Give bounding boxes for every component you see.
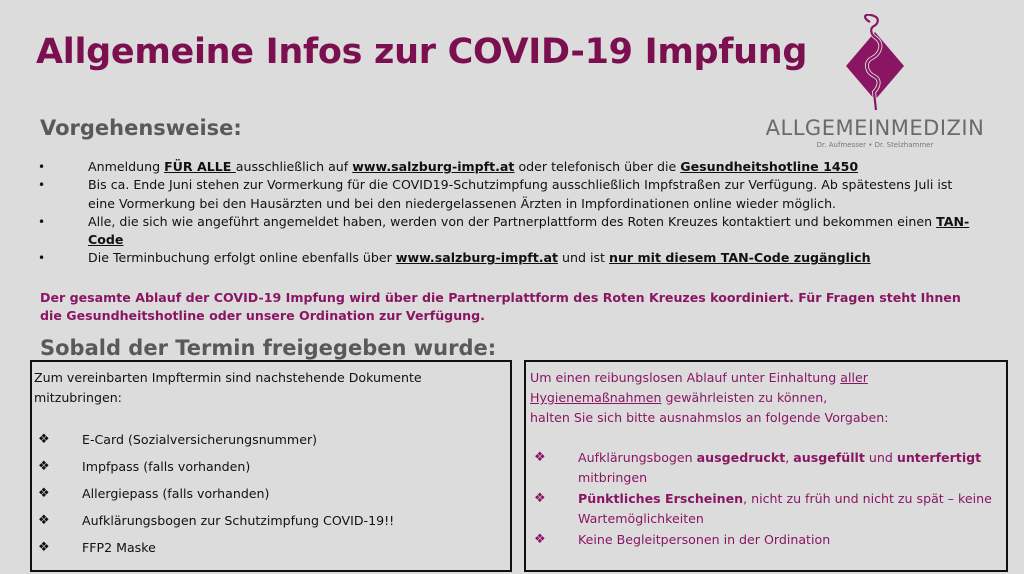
text: Alle, die sich wie angeführt angemeldet haben, werden von der Partnerplattform des Roten Kreuzes kontaktiert und bekommen einen [88,213,937,229]
text: ausgefüllt [793,450,865,465]
diamond-bullet-icon: ❖ [38,513,50,528]
procedure-list [38,158,978,268]
text: oder telefonisch über die [514,159,681,174]
list-item [38,213,978,250]
text: Keine Begleitpersonen in der Ordination [578,532,831,547]
text: und ist [558,250,609,266]
page-title: Allgemeine Infos zur COVID-19 Impfung [36,32,808,72]
hygiene-intro [530,368,1002,428]
text: Um einen reibungslosen Ablauf unter Einhaltung [530,370,841,385]
text: Impfpass (falls vorhanden) [82,459,251,474]
documents-intro: Zum vereinbarten Impftermin sind nachstehende Dokumente mitzubringen: [34,370,422,405]
salzburg-impft-link[interactable]: www.salzburg-impft.at [352,159,515,174]
diamond-bullet-icon: ❖ [38,432,50,447]
text: und [864,450,897,465]
list-item [530,448,1002,488]
documents-list [34,426,508,561]
section-heading-after-release: Sobald der Termin freigegeben wurde: [40,336,497,360]
diamond-bullet-icon: ❖ [38,540,50,555]
diamond-bullet-icon: ❖ [534,450,546,465]
logo-subtitle: Dr. Aufmesser • Dr. Stelzhammer [816,141,934,149]
diamond-bullet-icon: ❖ [38,486,50,501]
text: unterfertigt [896,450,982,465]
text: mitbringen [578,470,648,485]
text: Anmeldung [88,159,165,174]
for-all-emphasis: FÜR ALLE [164,159,236,174]
list-item [38,176,978,213]
salzburg-impft-link[interactable]: www.salzburg-impft.at [395,250,559,266]
text: ausgedruckt [696,450,786,465]
list-item [34,507,508,534]
text: , nicht zu früh und nicht zu spät – keine Wartemöglichkeiten [578,491,992,526]
logo-wordmark: ALLGEMEINMEDIZIN [765,116,985,140]
list-item [34,453,508,480]
list-item [34,426,508,453]
tan-only-emphasis: nur mit diesem TAN-Code zugänglich [609,250,871,266]
text: Die Terminbuchung erfolgt online ebenfalls über [88,250,396,266]
hygiene-rules-box [524,360,1008,572]
text: E-Card (Sozialversicherungsnummer) [82,432,318,447]
text: Aufklärungsbogen [578,450,697,465]
caduceus-diamond-icon [840,14,910,114]
list-item [38,249,978,267]
text: , [785,450,794,465]
list-item [34,534,508,561]
practice-logo [760,14,990,149]
hygiene-rules-list [530,448,1002,550]
text: Bis ca. Ende Juni stehen zur Vormerkung für die COVID19-Schutzimpfung ausschließlich Impfstraßen zur Verfügung. Ab spätestens Juli ist eine Vormerkung bei den Hausärzten und bei den niedergelassenen Ärzten in Impfordinationen online wieder möglich. [88,177,953,211]
text: ausschließlich auf [235,159,353,174]
coordination-note: Der gesamte Ablauf der COVID-19 Impfung wird über die Partnerplattform des Roten Kreuzes koordiniert. Für Fragen steht Ihnen die Gesundheitshotline oder unsere Ordination zur Verfügung. [40,290,961,323]
list-item [38,158,978,176]
list-item [530,530,1002,550]
hygiene-emphasis: aller Hygienemaßnahmen [530,370,868,405]
section-heading-procedure: Vorgehensweise: [40,116,242,140]
tan-code-emphasis: TAN-Code [88,213,970,248]
diamond-bullet-icon: ❖ [534,532,546,547]
list-item [34,480,508,507]
documents-box [30,360,512,572]
text: gewährleisten zu können, [661,390,828,405]
text: Pünktliches Erscheinen [578,491,744,506]
text: Allergiepass (falls vorhanden) [82,486,270,501]
diamond-bullet-icon: ❖ [38,459,50,474]
text: Aufklärungsbogen zur Schutzimpfung COVID-19!! [82,513,395,528]
text: halten Sie sich bitte ausnahmslos an folgende Vorgaben: [530,410,889,425]
diamond-bullet-icon: ❖ [534,491,546,506]
list-item [530,489,1002,529]
hotline-emphasis: Gesundheitshotline 1450 [680,159,859,174]
text: FFP2 Maske [82,540,156,555]
